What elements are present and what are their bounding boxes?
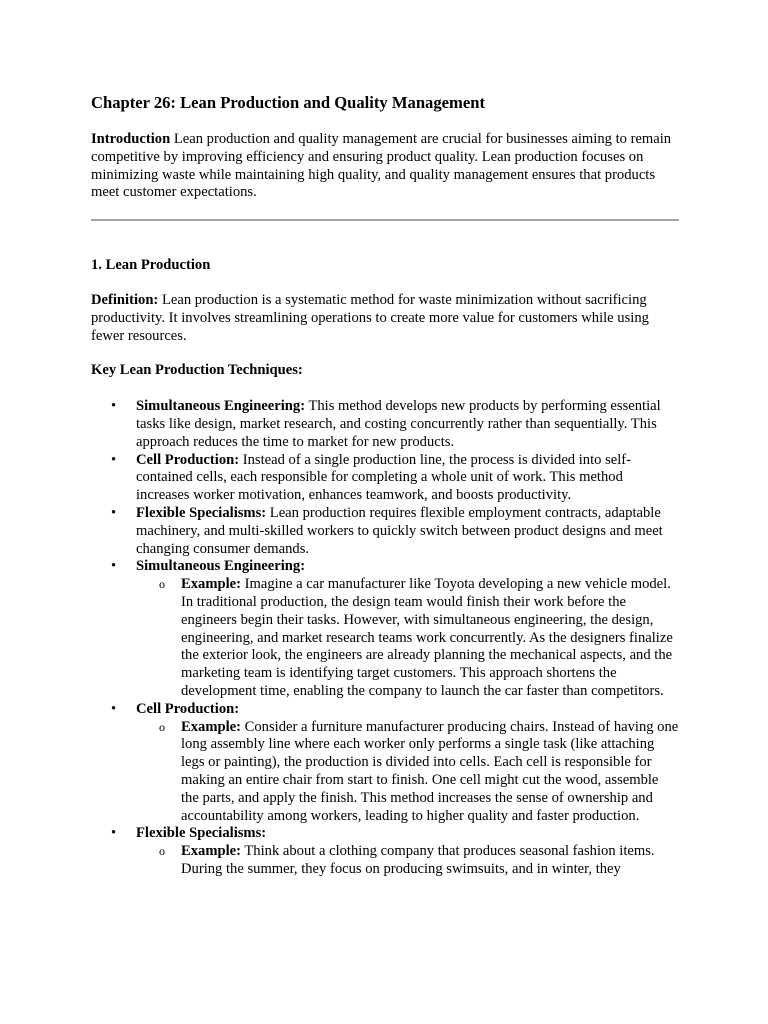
example-text: Consider a furniture manufacturer producing chairs. Instead of having one long assembly line where each worker only performs a single task (like attaching legs or painting), the production is divided into cells. Each cell is responsible for making an entire chair from start to finish. One cell might cut the wood, assemble the parts, and apply the finish. This method increases the sense of ownership and accountability among workers, leading to higher quality and faster production. <box>181 718 679 824</box>
bullet-icon: • <box>111 825 117 842</box>
bullet-icon: • <box>111 504 117 521</box>
technique-text: This method develops new products by performing essential tasks like design, market research, and costing concurrently rather than sequentially. This approach reduces the time to market for new products. <box>136 398 661 450</box>
definition-text: Lean production is a systematic method for waste minimization without sacrificing productivity. It involves streamlining operations to create more value for customers while using fewer resources. <box>91 291 649 344</box>
definition-paragraph <box>91 292 679 345</box>
example-text: Imagine a car manufacturer like Toyota developing a new vehicle model. In traditional production, the design team would finish their work before the engineers begin their tasks. However, with simultaneous engineering, the design, engineering, and market research teams work concurrently. As the designers finalize the exterior look, the engineers are already planning the mechanical aspects, and the marketing team is identifying target customers. This approach shortens the development time, enabling the company to launch the car faster than competitors. <box>181 576 673 699</box>
intro-text: Lean production and quality management are crucial for businesses aiming to remain competitive by improving efficiency and ensuring product quality. Lean production focuses on minimizing waste while maintaining high quality, and quality management ensures that products meet customer expectations. <box>91 131 672 201</box>
list-item <box>91 505 679 558</box>
technique-label: Simultaneous Engineering: <box>136 398 306 415</box>
sub-list <box>136 719 679 826</box>
example-label: Example: <box>181 576 241 593</box>
section-divider <box>91 219 679 221</box>
definition-label: Definition: <box>91 291 159 308</box>
example-label: Example: <box>181 843 241 860</box>
list-item <box>136 719 679 826</box>
list-item <box>136 843 679 879</box>
document-content <box>91 92 679 879</box>
chapter-title: Chapter 26: Lean Production and Quality Management <box>91 93 485 112</box>
bullet-icon: • <box>111 558 117 575</box>
techniques-list <box>91 398 679 879</box>
list-item <box>91 558 679 700</box>
bullet-icon: • <box>111 398 117 415</box>
bullet-icon: • <box>111 700 117 717</box>
technique-label: Flexible Specialisms: <box>136 504 267 521</box>
example-heading: Cell Production: <box>136 700 240 717</box>
list-item <box>91 825 679 878</box>
intro-paragraph <box>91 131 679 202</box>
technique-label: Cell Production: <box>136 451 240 468</box>
sub-list <box>136 576 679 701</box>
list-item <box>91 452 679 505</box>
list-item <box>91 398 679 451</box>
sub-bullet-icon: o <box>159 719 165 734</box>
sub-bullet-icon: o <box>159 844 165 859</box>
list-item <box>91 701 679 826</box>
example-heading: Flexible Specialisms: <box>136 825 267 842</box>
example-heading: Simultaneous Engineering: <box>136 558 306 575</box>
sub-list <box>136 843 679 879</box>
sub-bullet-icon: o <box>159 577 165 592</box>
technique-text: Instead of a single production line, the process is divided into self-contained cells, each responsible for completing a whole unit of work. This method increases worker motivation, enhances teamwork, and boosts productivity. <box>136 451 632 504</box>
section-heading-lean-production: 1. Lean Production <box>91 257 211 274</box>
list-item <box>136 576 679 701</box>
bullet-icon: • <box>111 451 117 468</box>
technique-text: Lean production requires flexible employment contracts, adaptable machinery, and multi-skilled workers to quickly switch between product designs and meet changing consumer demands. <box>136 504 663 557</box>
example-label: Example: <box>181 718 241 735</box>
intro-label: Introduction <box>91 131 171 147</box>
example-text: Think about a clothing company that produces seasonal fashion items. During the summer, they focus on producing swimsuits, and in winter, they <box>181 843 655 877</box>
key-techniques-title: Key Lean Production Techniques: <box>91 362 303 379</box>
